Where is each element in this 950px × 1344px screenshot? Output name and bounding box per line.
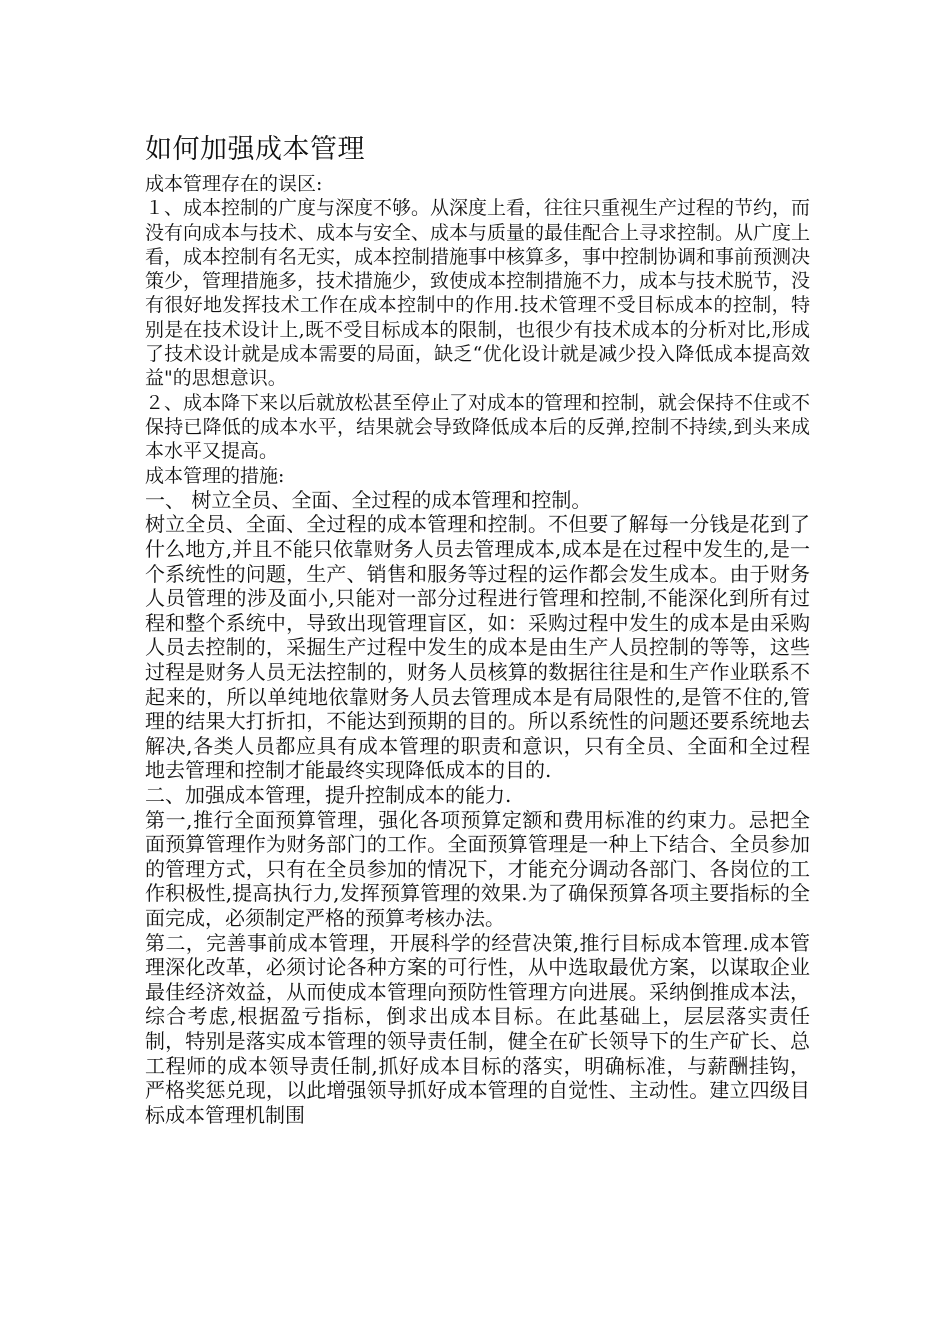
paragraph-first-budget: 第一,推行全面预算管理，强化各项预算定额和费用标准的约束力。忌把全面预算管理作为财务部门的工作。全面预算管理是一种上下结合、全员参加的管理方式，只有在全员参加的情况下，才能充分调动各部门、各岗位的工作积极性,提高执行力,发挥预算管理的效果.为了确保预算各项主要指标的全面完成，必须制定严格的预算考核办法。 (145, 807, 810, 930)
section-heading-misconceptions: 成本管理存在的误区: (145, 173, 323, 195)
paragraph-misconception-1: １、成本控制的广度与深度不够。从深度上看，往往只重视生产过程的节约，而没有向成本与技术、成本与安全、成本与质量的最佳配合上寻求控制。从广度上看，成本控制有名无实，成本控制措施事中核算多，事中控制协调和事前预测决策少，管理措施多，技术措施少，致使成本控制措施不力，成本与技术脱节，没有很好地发挥技术工作在成本控制中的作用.技术管理不受目标成本的控制，特别是在技术设计上,既不受目标成本的限制，也很少有技术成本的分析对比,形成了技术设计就是成本需要的局面，缺乏“优化设计就是减少投入降低成本提高效益"的思想意识。 (145, 197, 811, 390)
document-title: 如何加强成本管理 (145, 134, 365, 165)
measure-heading-2: 二、加强成本管理，提升控制成本的能力. (145, 782, 512, 807)
paragraph-second-target-cost: 第二，完善事前成本管理，开展科学的经营决策,推行目标成本管理.成本管理深化改革，必须讨论各种方案的可行性，从中选取最优方案，以谋取企业最佳经济效益，从而使成本管理向预防性管理方向进展。采纳倒推成本法，综合考虑,根据盈亏指标，倒求出成本目标。在此基础上，层层落实责任制，特别是落实成本管理的领导责任制，健全在矿长领导下的生产矿长、总工程师的成本领导责任制,抓好成本目标的落实，明确标准，与薪酬挂钩，严格奖惩兑现，以此增强领导抓好成本管理的自觉性、主动性。建立四级目标成本管理机制围 (145, 930, 810, 1127)
paragraph-misconception-2: ２、成本降下来以后就放松甚至停止了对成本的管理和控制，就会保持不住或不保持已降低的成本水平，结果就会导致降低成本后的反弹,控制不持续,到头来成本水平又提高。 (145, 391, 811, 463)
paragraph-measure-1: 树立全员、全面、全过程的成本管理和控制。不但要了解每一分钱是花到了什么地方,并且不能只依靠财务人员去管理成本,成本是在过程中发生的,是一个系统性的问题，生产、销售和服务等过程的运作都会发生成本。由于财务人员管理的涉及面小,只能对一部分过程进行管理和控制,不能深化到所有过程和整个系统中，导致出现管理盲区，如：采购过程中发生的成本是由采购人员去控制的，采掘生产过程中发生的成本是由生产人员控制的等等，这些过程是财务人员无法控制的，财务人员核算的数据往往是和生产作业联系不起来的，所以单纯地依靠财务人员去管理成本是有局限性的,是管不住的,管理的结果大打折扣，不能达到预期的目的。所以系统性的问题还要系统地去解决,各类人员都应具有成本管理的职责和意识，只有全员、全面和全过程地去管理和控制才能最终实现降低成本的目的. (145, 512, 810, 783)
section-heading-measures: 成本管理的措施: (145, 464, 285, 487)
measure-heading-1: 一、 树立全员、全面、全过程的成本管理和控制。 (145, 487, 592, 512)
document-page (145, 130, 810, 1127)
